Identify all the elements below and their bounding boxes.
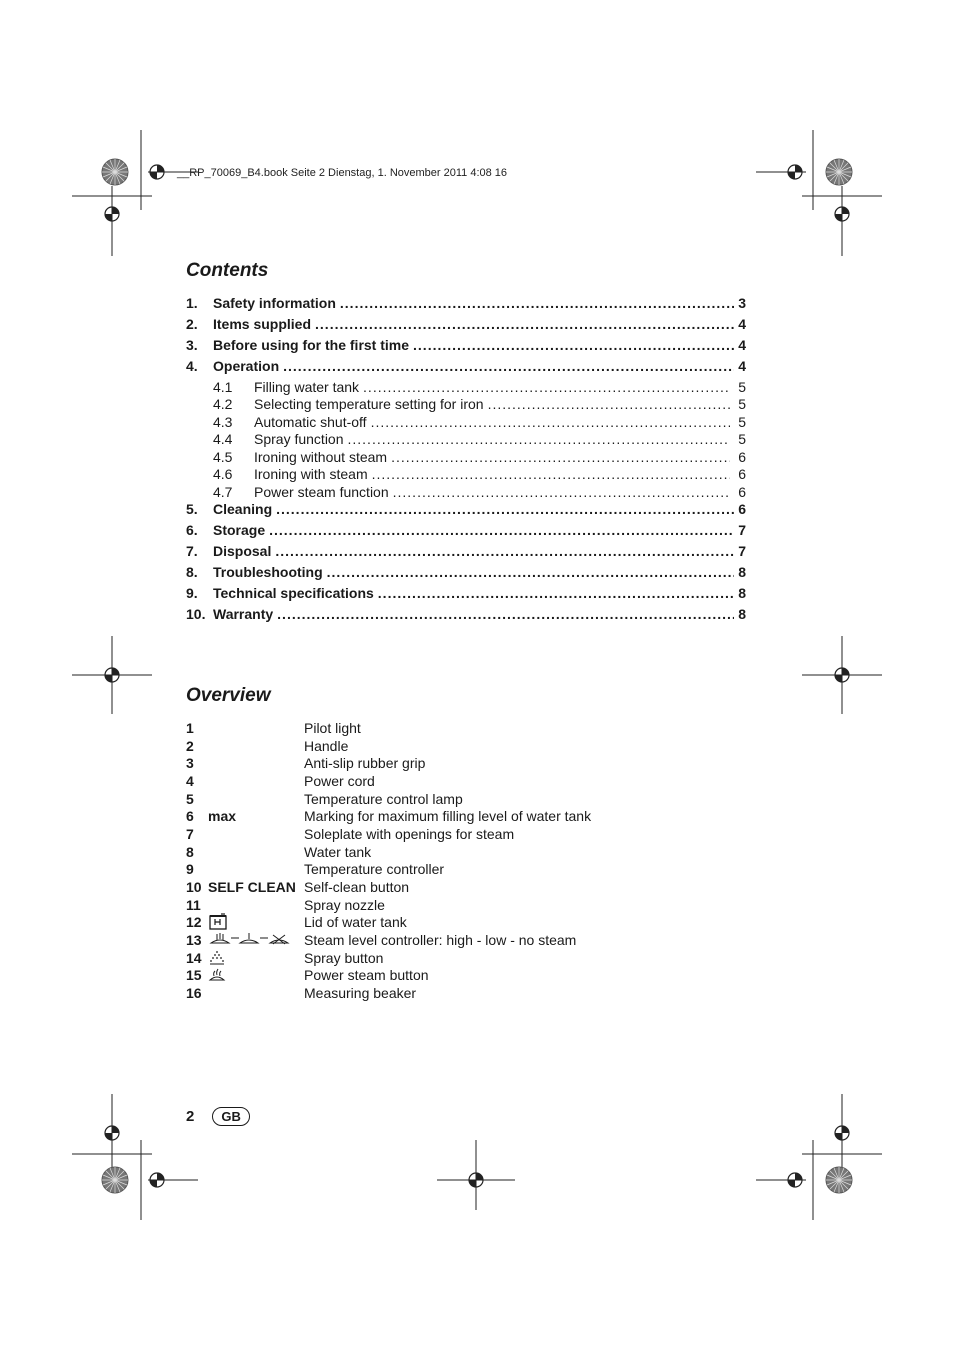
- toc-entry-page: 6: [738, 483, 746, 500]
- toc-entry-label: Items supplied: [213, 315, 312, 332]
- overview-item-symbol: [208, 808, 304, 824]
- toc-entry: [186, 295, 746, 316]
- toc-entry-number: 6.: [186, 521, 198, 538]
- overview-item: [186, 861, 746, 879]
- toc-entry: [186, 606, 746, 627]
- overview-item-description: Pilot light: [304, 719, 361, 736]
- toc-entry-number: 4.3: [213, 413, 233, 430]
- overview-item-number: 15: [186, 967, 202, 984]
- overview-item-description: Steam level controller: high - low - no steam: [304, 932, 577, 949]
- toc-entry-number: 5.: [186, 501, 198, 518]
- toc-entry: [186, 431, 746, 449]
- overview-list: [186, 719, 746, 1002]
- overview-item: [186, 719, 746, 737]
- overview-item: [186, 931, 746, 949]
- toc-entry-label: Disposal: [213, 542, 272, 559]
- toc-entry: [186, 501, 746, 522]
- steam-level-icons: [208, 932, 294, 948]
- overview-item-number: 9: [186, 861, 194, 878]
- toc-entry-number: 4.2: [213, 396, 233, 413]
- toc-entry-number: 4.7: [213, 483, 233, 500]
- page-number: 2: [186, 1108, 195, 1125]
- water-tank-lid-icon: [208, 913, 228, 931]
- contents-title: Contents: [186, 260, 269, 281]
- overview-item-symbol: [208, 879, 304, 895]
- toc-entry-label: Cleaning: [213, 501, 273, 518]
- toc-entry-number: 1.: [186, 295, 198, 311]
- toc-entry-page: 7: [738, 521, 746, 538]
- overview-item-number: 13: [186, 932, 202, 949]
- toc-entry-page: 3: [738, 295, 746, 311]
- toc-entry-label: Before using for the first time: [213, 336, 410, 353]
- toc-entry-page: 4: [738, 336, 746, 353]
- toc-entry-page: 7: [738, 542, 746, 559]
- overview-item-number: 4: [186, 772, 194, 789]
- toc-entry-page: 5: [738, 396, 746, 413]
- overview-item-number: 16: [186, 985, 202, 1002]
- toc-entry-page: 6: [738, 466, 746, 483]
- overview-item-symbol: [208, 932, 304, 948]
- toc-dot-leader: [348, 431, 731, 447]
- toc-dot-leader: [276, 501, 734, 517]
- toc-dot-leader: [275, 543, 734, 559]
- toc-dot-leader: [327, 564, 735, 580]
- toc-entry-number: 4.6: [213, 466, 233, 483]
- toc-entry-page: 4: [738, 357, 746, 374]
- toc-entry-page: 4: [738, 315, 746, 332]
- toc-dot-leader: [340, 295, 734, 311]
- toc-entry: [186, 449, 746, 467]
- toc-entry-page: 6: [738, 501, 746, 518]
- toc-entry-page: 5: [738, 413, 746, 430]
- toc-dot-leader: [269, 522, 734, 538]
- toc-entry-label: Storage: [213, 521, 266, 538]
- overview-item: [186, 772, 746, 790]
- toc-dot-leader: [371, 414, 731, 430]
- file-info-header: __RP_70069_B4.book Seite 2 Dienstag, 1. November 2011 4:08 16: [177, 167, 508, 179]
- overview-item-description: Spray button: [304, 949, 384, 966]
- toc-entry-label: Operation: [213, 357, 280, 374]
- toc-entry-number: 4.5: [213, 448, 233, 465]
- overview-item-symbol: [208, 950, 304, 966]
- overview-item-description: Soleplate with openings for steam: [304, 825, 515, 842]
- toc-entry-label: Automatic shut-off: [254, 413, 367, 430]
- toc-dot-leader: [378, 585, 734, 601]
- overview-item-description: Handle: [304, 737, 349, 754]
- toc-dot-leader: [391, 449, 730, 465]
- page-footer: [186, 1107, 250, 1126]
- overview-item-number: 2: [186, 737, 194, 754]
- overview-item: [186, 984, 746, 1002]
- toc-entry-number: 10.: [186, 605, 206, 622]
- overview-item: [186, 825, 746, 843]
- overview-item: [186, 878, 746, 896]
- overview-item-description: Power steam button: [304, 967, 429, 984]
- overview-item: [186, 754, 746, 772]
- toc-entry-number: 4.: [186, 357, 198, 374]
- table-of-contents: [186, 295, 746, 626]
- toc-entry-label: Troubleshooting: [213, 563, 323, 580]
- toc-entry-label: Selecting temperature setting for iron: [254, 396, 484, 413]
- toc-entry-number: 8.: [186, 563, 198, 580]
- toc-entry-label: Spray function: [254, 431, 344, 448]
- overview-item-description: Water tank: [304, 843, 372, 860]
- overview-item-number: 5: [186, 790, 194, 807]
- overview-item: [186, 896, 746, 914]
- toc-entry-label: Ironing with steam: [254, 466, 368, 483]
- toc-entry: [186, 316, 746, 337]
- toc-entry-page: 5: [738, 378, 746, 395]
- toc-dot-leader: [277, 606, 734, 622]
- toc-entry-number: 4.1: [213, 378, 233, 395]
- overview-item-description: Power cord: [304, 772, 375, 789]
- toc-entry: [186, 543, 746, 564]
- overview-item: [186, 914, 746, 932]
- overview-item-symbol-text: max: [208, 808, 237, 825]
- toc-entry: [186, 564, 746, 585]
- overview-item-description: Anti-slip rubber grip: [304, 755, 426, 772]
- toc-entry-page: 8: [738, 563, 746, 580]
- overview-item-description: Marking for maximum filling level of water tank: [304, 808, 592, 825]
- overview-item-number: 11: [186, 896, 201, 913]
- toc-entry: [186, 358, 746, 379]
- overview-item-description: Temperature controller: [304, 861, 445, 878]
- toc-dot-leader: [393, 484, 731, 500]
- toc-entry: [186, 379, 746, 397]
- toc-entry-label: Power steam function: [254, 483, 389, 500]
- overview-item: [186, 949, 746, 967]
- toc-entry-number: 4.4: [213, 431, 233, 448]
- toc-entry-number: 3.: [186, 336, 198, 353]
- overview-item-description: Measuring beaker: [304, 985, 417, 1002]
- toc-entry-page: 5: [738, 431, 746, 448]
- overview-item-description: Temperature control lamp: [304, 790, 463, 807]
- overview-item-symbol-text: SELF CLEAN: [208, 879, 296, 896]
- overview-item: [186, 967, 746, 985]
- overview-item: [186, 843, 746, 861]
- toc-entry: [186, 484, 746, 502]
- language-badge: GB: [212, 1107, 250, 1126]
- toc-entry: [186, 414, 746, 432]
- overview-item-number: 7: [186, 825, 194, 842]
- toc-dot-leader: [488, 396, 731, 412]
- toc-entry: [186, 337, 746, 358]
- overview-item: [186, 790, 746, 808]
- toc-dot-leader: [413, 337, 734, 353]
- toc-entry-page: 8: [738, 584, 746, 601]
- toc-entry-number: 9.: [186, 584, 198, 601]
- overview-item-symbol: [208, 913, 304, 931]
- overview-item-number: 1: [186, 719, 194, 736]
- toc-entry-label: Ironing without steam: [254, 448, 388, 465]
- toc-dot-leader: [372, 466, 731, 482]
- toc-entry-label: Warranty: [213, 605, 274, 622]
- toc-entry: [186, 466, 746, 484]
- overview-item: [186, 807, 746, 825]
- power-steam-icon: [208, 967, 226, 983]
- toc-entry-number: 7.: [186, 542, 198, 559]
- toc-dot-leader: [315, 316, 734, 332]
- toc-entry-page: 8: [738, 605, 746, 622]
- overview-item-number: 14: [186, 949, 202, 966]
- toc-dot-leader: [363, 379, 730, 395]
- toc-entry: [186, 585, 746, 606]
- overview-title: Overview: [186, 685, 271, 706]
- overview-item-description: Self-clean button: [304, 879, 410, 896]
- overview-item-number: 12: [186, 914, 202, 931]
- overview-item-number: 3: [186, 755, 194, 772]
- overview-item-description: Spray nozzle: [304, 896, 385, 913]
- toc-entry-page: 6: [738, 448, 746, 465]
- spray-icon: [208, 950, 226, 966]
- overview-item: [186, 737, 746, 755]
- overview-item-description: Lid of water tank: [304, 914, 407, 931]
- overview-item-symbol: [208, 967, 304, 983]
- overview-item-number: 8: [186, 843, 194, 860]
- overview-item-number: 10: [186, 879, 202, 896]
- toc-dot-leader: [283, 358, 734, 374]
- overview-item-number: 6: [186, 808, 194, 825]
- toc-entry-number: 2.: [186, 315, 198, 332]
- toc-entry-label: Safety information: [213, 295, 336, 311]
- toc-entry-label: Technical specifications: [213, 584, 374, 601]
- toc-entry: [186, 522, 746, 543]
- toc-entry-label: Filling water tank: [254, 378, 360, 395]
- toc-entry: [186, 396, 746, 414]
